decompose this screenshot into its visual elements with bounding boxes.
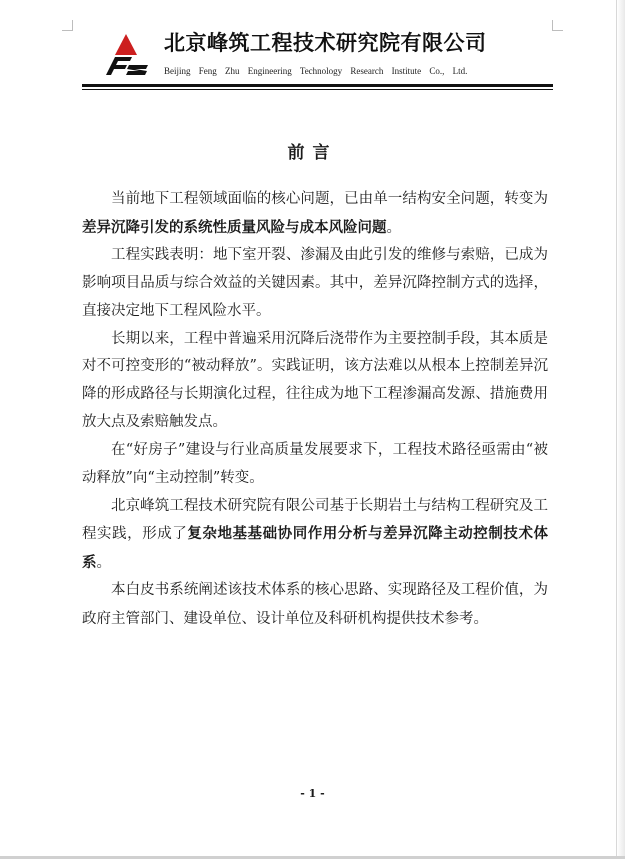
company-name-en: Beijing Feng Zhu Engineering Technology Research Institute Co., Ltd.	[164, 66, 468, 76]
paragraph: 工程实践表明：地下室开裂、渗漏及由此引发的维修与索赔，已成为影响项目品质与综合效益的关键因素。其中，差异沉降控制方式的选择，直接决定地下工程风险水平。	[82, 247, 548, 319]
page-edge	[616, 0, 625, 859]
paragraph: 长期以来，工程中普遍采用沉降后浇带作为主要控制手段，其本质是对不可控变形的“被动释放”。实践证明，该方法难以从根本上控制差异沉降的形成路径与长期演化过程，往往成为地下工程渗漏高发源、措施费用放大点及索赔触发点。	[82, 330, 548, 430]
paragraph: 当前地下工程领域面临的核心问题，已由单一结构安全问题，转变为差异沉降引发的系统性质量风险与成本风险问题。	[82, 191, 548, 236]
header-rule-thin	[82, 89, 553, 90]
body-text	[82, 186, 548, 633]
paragraph: 北京峰筑工程技术研究院有限公司基于长期岩土与结构工程研究及工程实践，形成了复杂地基基础协同作用分析与差异沉降主动控制技术体系。	[82, 497, 549, 571]
page-number: - 1 -	[300, 787, 325, 800]
crop-mark-left	[62, 20, 73, 31]
company-logo	[102, 33, 150, 77]
page-title: 前言	[287, 143, 338, 163]
crop-mark-right	[552, 20, 563, 31]
paragraph: 在“好房子”建设与行业高质量发展要求下，工程技术路径亟需由“被动释放”向“主动控制”转变。	[82, 441, 548, 486]
company-name-cn: 北京峰筑工程技术研究院有限公司	[164, 31, 487, 55]
header-rule-thick	[82, 84, 553, 87]
letterhead	[82, 25, 553, 91]
paragraph: 本白皮书系统阐述该技术体系的核心思路、实现路径及工程价值，为政府主管部门、建设单位、设计单位及科研机构提供技术参考。	[82, 582, 548, 627]
